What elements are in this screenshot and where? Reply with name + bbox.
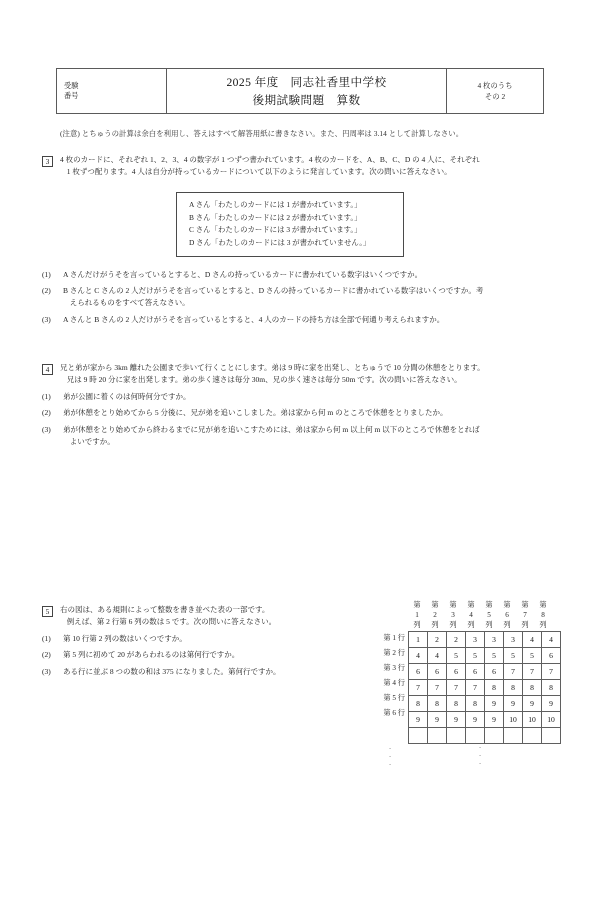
column-header-3: 第 3 列 [449, 601, 457, 630]
row-label-2: 第 2 行 [383, 648, 405, 657]
column-header-8: 第 8 列 [539, 601, 547, 630]
row-label-3: 第 3 行 [383, 663, 405, 672]
table-row [409, 679, 561, 695]
problem-3-statement-line2: 1 枚ずつ配ります。4 人は自分が持っているカードについて以下のように発言しています。次の問いに答えなさい。 [66, 167, 452, 177]
problem-3-subquestion-1-label: (1) [42, 269, 51, 279]
problem-5-heading [42, 604, 402, 628]
column-header-4: 第 4 列 [467, 601, 475, 630]
problem-5-subquestion-3-line1: ある行に並ぶ 8 つの数の和は 375 になりました。第何行ですか。 [63, 667, 281, 677]
problem-3-subquestion-2 [42, 285, 542, 309]
pattern-grid [408, 631, 561, 744]
problem-5-subquestion-1-label: (1) [42, 633, 51, 643]
row-label-6: 第 6 行 [383, 708, 405, 717]
problem-4-subquestion-1-text [63, 391, 542, 403]
problem-4-statement-line2: 兄は 9 時 20 分に家を出発します。弟の歩く速さは毎分 30m、兄の歩く速さは毎分 50m です。次の問いに答えなさい。 [66, 375, 462, 385]
column-header-1: 第 1 列 [413, 601, 421, 630]
cell-r1c4: 3 [466, 631, 485, 647]
cell-r7c5 [485, 727, 504, 743]
table-grid-area [372, 631, 561, 744]
cell-r3c4: 6 [466, 663, 485, 679]
problem-5-statement-line2: 例えば、第 2 行第 6 列の数は 5 です。次の問いに答えなさい。 [66, 617, 277, 627]
statement-a: A さん「わたしのカードには 1 が書かれています。」 [189, 200, 362, 209]
sheet-index-label: その 2 [484, 92, 506, 101]
cell-r1c5: 3 [485, 631, 504, 647]
cell-r2c5: 5 [485, 647, 504, 663]
problem-4-subquestion-3-label: (3) [42, 425, 51, 435]
cell-r1c7: 4 [523, 631, 542, 647]
problem-3-subquestion-3-line1: A さんと B さんの 2 人だけがうそを言っているとすると、4 人のカードの持ち方は全部で何通り考えられますか。 [63, 314, 445, 324]
problem-4-subquestion-2-line1: 弟が休憩をとり始めてから 5 分後に、兄が弟を追いこしました。弟は家から何 m のところで休憩をとりましたか。 [63, 408, 448, 418]
cell-r4c8: 8 [542, 679, 561, 695]
cell-r7c4 [466, 727, 485, 743]
column-header-7: 第 7 列 [521, 601, 529, 630]
problem-5-subquestion-2 [42, 649, 402, 661]
cell-r7c3 [447, 727, 466, 743]
problem-4-number: 4 [42, 364, 53, 375]
examinee-number-cell [57, 69, 167, 113]
cell-r6c7: 10 [523, 711, 542, 727]
column-header-2: 第 2 列 [431, 601, 439, 630]
page-header-box [56, 68, 544, 114]
cell-r3c3: 6 [447, 663, 466, 679]
cell-r5c4: 8 [466, 695, 485, 711]
problem-3-subquestion-1-text [63, 269, 542, 281]
cell-r7c8 [542, 727, 561, 743]
cell-r2c4: 5 [466, 647, 485, 663]
problem-5-subquestion-3-text [63, 666, 402, 678]
cell-r2c8: 6 [542, 647, 561, 663]
cell-r5c5: 9 [485, 695, 504, 711]
cell-r7c2 [428, 727, 447, 743]
table-row [409, 631, 561, 647]
cell-r6c8: 10 [542, 711, 561, 727]
cell-r6c2: 9 [428, 711, 447, 727]
statement-d: D さん「わたしのカードには 3 が書かれていません。」 [189, 238, 371, 248]
cell-r2c6: 5 [504, 647, 523, 663]
problem-5-statement [60, 604, 276, 628]
cell-r2c1: 4 [409, 647, 428, 663]
table-column-headers [408, 600, 561, 631]
table-row [409, 647, 561, 663]
problem-3-subquestion-1-line1: A さんだけがうそを言っているとすると、D さんの持っているカードに書かれている数字はいくつですか。 [63, 269, 423, 279]
problem-3-statement [60, 154, 480, 178]
problem-4-heading [42, 362, 542, 386]
sheet-number-cell [447, 69, 543, 113]
cell-r1c8: 4 [542, 631, 561, 647]
problem-4-subquestion-3-text [63, 424, 542, 448]
problem-5-subquestion-3 [42, 666, 402, 678]
number-pattern-table [372, 600, 561, 768]
cell-r5c1: 8 [409, 695, 428, 711]
problem-4-subquestions [42, 391, 542, 449]
problem-5-statement-line1: 右の図は、ある規則によって整数を書き並べた表の一部です。 [60, 605, 270, 614]
problem-5-subquestion-3-label: (3) [42, 667, 51, 677]
problem-3-statement-line1: 4 枚のカードに、それぞれ 1、2、3、4 の数字が 1 つずつ書かれています。4 枚のカードを、A、B、C、D の 4 人に、それぞれ [60, 155, 480, 164]
problem-3-subquestion-3-text [63, 314, 542, 326]
problem-3-subquestions [42, 264, 542, 326]
cell-r4c6: 8 [504, 679, 523, 695]
problem-4-subquestion-2-label: (2) [42, 408, 51, 418]
column-header-6: 第 6 列 [503, 601, 511, 630]
cell-r6c1: 9 [409, 711, 428, 727]
cell-r5c8: 9 [542, 695, 561, 711]
cell-r2c2: 4 [428, 647, 447, 663]
cell-r4c1: 7 [409, 679, 428, 695]
table-row-labels [372, 631, 408, 721]
exam-title-cell [167, 69, 447, 113]
problem-4-subquestion-3 [42, 424, 542, 448]
cell-r6c3: 9 [447, 711, 466, 727]
cell-r7c1 [409, 727, 428, 743]
problem-4-subquestion-3-line1: 弟が休憩をとり始めてから終わるまでに兄が弟を追いこすためには、弟は家から何 m 以上何 m 以下のところで休憩をとれば [63, 425, 480, 435]
table-row [409, 663, 561, 679]
cell-r2c3: 5 [447, 647, 466, 663]
examinee-number-label-line2: 番号 [64, 92, 79, 100]
cell-r3c7: 7 [523, 663, 542, 679]
statement-c: C さん「わたしのカードには 3 が書かれています。」 [189, 225, 362, 235]
problem-3-subquestion-3-label: (3) [42, 314, 51, 324]
cell-r6c6: 10 [504, 711, 523, 727]
problem-4-subquestion-2-text [63, 407, 542, 419]
cell-r5c2: 8 [428, 695, 447, 711]
table-row [409, 711, 561, 727]
exam-title-line1: 2025 年度 同志社香里中学校 [226, 76, 387, 89]
problem-4-statement-line1: 兄と弟が家から 3km 離れた公園まで歩いて行くことにします。弟は 9 時に家を出発し、とちゅうで 10 分間の休憩をとります。 [60, 363, 485, 372]
cell-r1c1: 1 [409, 631, 428, 647]
cell-r1c2: 2 [428, 631, 447, 647]
problem-3-subquestion-3 [42, 314, 542, 326]
cell-r4c2: 7 [428, 679, 447, 695]
table-row [409, 695, 561, 711]
cell-r5c7: 9 [523, 695, 542, 711]
problem-4-subquestion-1-label: (1) [42, 391, 51, 401]
problem-5-subquestion-2-line1: 第 5 列に初めて 20 があらわれるのは第何行ですか。 [63, 650, 240, 660]
cell-r2c7: 5 [523, 647, 542, 663]
cell-r4c4: 7 [466, 679, 485, 695]
cell-r3c1: 6 [409, 663, 428, 679]
problem-5-number: 5 [42, 606, 53, 617]
cell-r5c6: 9 [504, 695, 523, 711]
row-label-4: 第 4 行 [383, 678, 405, 687]
instructions-note: (注意) とちゅうの計算は余白を利用し、答えはすべて解答用紙に書きなさい。また、円周率は 3.14 として計算しなさい。 [60, 129, 464, 138]
problem-5-subquestions [42, 633, 402, 678]
sheet-count-label: 4 枚のうち [477, 80, 513, 90]
problem-4-subquestion-3-line2: よいですか。 [69, 437, 115, 447]
table-continuation-dots: · · · [478, 743, 482, 768]
cell-r3c5: 6 [485, 663, 504, 679]
cell-r7c6 [504, 727, 523, 743]
row-label-5: 第 5 行 [383, 693, 405, 702]
problem-3-subquestion-2-line2: えられるものをすべて答えなさい。 [69, 298, 190, 308]
problem-3-subquestion-2-label: (2) [42, 286, 51, 296]
row-label-1: 第 1 行 [383, 633, 405, 642]
cell-r3c8: 7 [542, 663, 561, 679]
problem-3-subquestion-2-line1: B さんと C さんの 2 人だけがうそを言っているとすると、D さんの持っているカードに書かれている数字はいくつですか。考 [63, 286, 484, 296]
problem-5-subquestion-2-text [63, 649, 402, 661]
cell-r6c5: 9 [485, 711, 504, 727]
problem-5-subquestion-1 [42, 633, 402, 645]
row-label-continuation-dots: · · · [388, 745, 392, 770]
cell-r1c6: 3 [504, 631, 523, 647]
problem-5-subquestion-2-label: (2) [42, 650, 51, 660]
column-header-5: 第 5 列 [485, 601, 493, 630]
cell-r4c3: 7 [447, 679, 466, 695]
problem-3-number: 3 [42, 156, 53, 167]
problem-4 [42, 362, 542, 448]
problem-4-subquestion-1 [42, 391, 542, 403]
cell-r7c7 [523, 727, 542, 743]
statement-b: B さん「わたしのカードには 2 が書かれています。」 [189, 212, 362, 222]
cell-r3c2: 6 [428, 663, 447, 679]
cell-r3c6: 7 [504, 663, 523, 679]
problem-3-subquestion-1 [42, 269, 542, 281]
problem-5 [42, 604, 402, 678]
cell-r4c5: 8 [485, 679, 504, 695]
cell-r1c3: 2 [447, 631, 466, 647]
examinee-number-label-line1: 受験 [64, 81, 79, 90]
cell-r6c4: 9 [466, 711, 485, 727]
problem-3-heading [42, 154, 542, 178]
problem-4-statement [60, 362, 485, 386]
problem-4-subquestion-2 [42, 407, 542, 419]
card-statements-box [176, 192, 404, 257]
problem-5-subquestion-1-line1: 第 10 行第 2 列の数はいくつですか。 [63, 633, 187, 643]
cell-r5c3: 8 [447, 695, 466, 711]
problem-4-subquestion-1-line1: 弟が公園に着くのは何時何分ですか。 [63, 391, 191, 401]
problem-3-subquestion-2-text [63, 285, 542, 309]
problem-5-subquestion-1-text [63, 633, 402, 645]
table-row-empty [409, 727, 561, 743]
exam-title-line2: 後期試験問題 算数 [252, 94, 361, 107]
problem-3 [42, 154, 542, 178]
cell-r4c7: 8 [523, 679, 542, 695]
